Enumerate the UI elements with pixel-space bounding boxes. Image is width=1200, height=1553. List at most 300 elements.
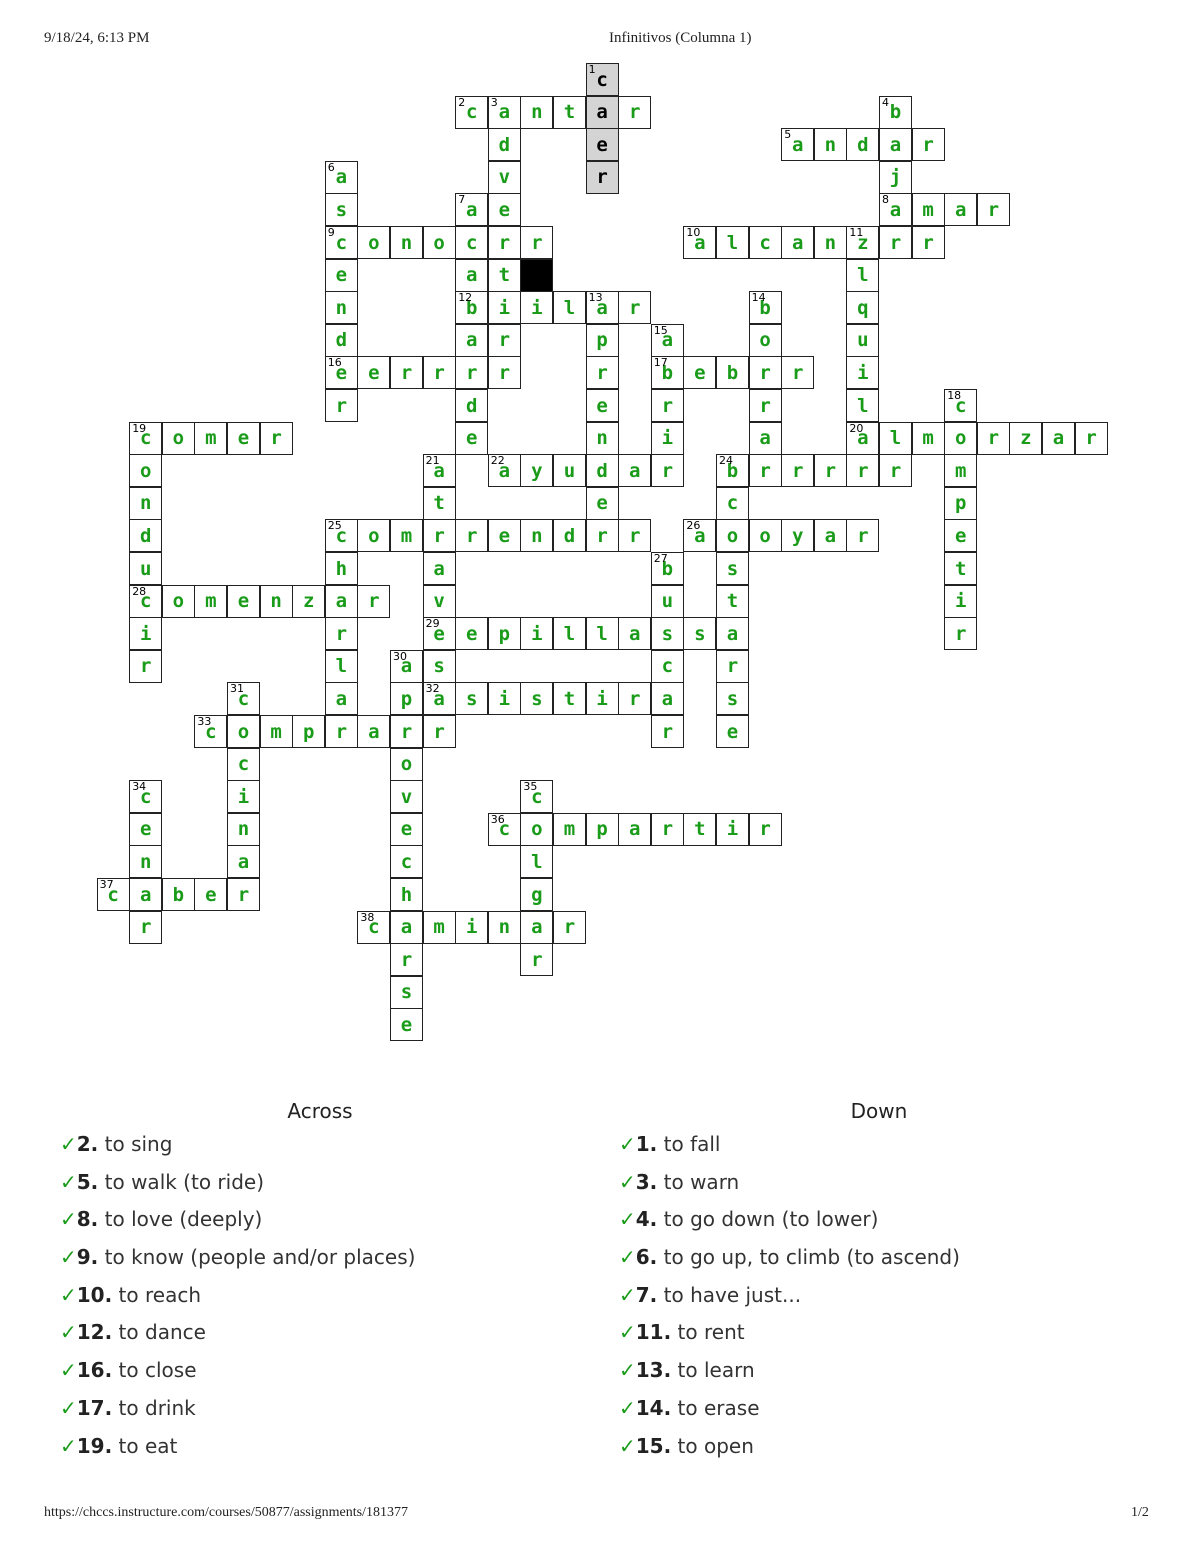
grid-cell[interactable] bbox=[553, 682, 586, 715]
grid-cell[interactable] bbox=[879, 422, 912, 455]
grid-cell[interactable] bbox=[423, 650, 456, 683]
grid-cell[interactable] bbox=[846, 259, 879, 292]
check-icon: ✓ bbox=[619, 1395, 636, 1420]
grid-cell[interactable] bbox=[194, 715, 227, 748]
grid-cell[interactable] bbox=[944, 519, 977, 552]
cell-letter: b bbox=[726, 361, 739, 384]
grid-cell[interactable] bbox=[455, 259, 488, 292]
grid-cell[interactable] bbox=[129, 878, 162, 911]
grid-cell[interactable] bbox=[292, 715, 325, 748]
cell-letter: e bbox=[433, 622, 445, 645]
grid-cell[interactable] bbox=[814, 226, 847, 259]
cell-letter: i bbox=[531, 296, 543, 319]
grid-cell[interactable] bbox=[846, 519, 879, 552]
grid-cell[interactable] bbox=[423, 682, 456, 715]
clue-item[interactable] bbox=[619, 1201, 1139, 1239]
grid-cell[interactable] bbox=[586, 291, 619, 324]
grid-cell[interactable] bbox=[129, 552, 162, 585]
grid-cell[interactable] bbox=[390, 748, 423, 781]
clue-number: 2 bbox=[458, 95, 466, 109]
clue-item[interactable] bbox=[60, 1314, 580, 1352]
grid-cell[interactable] bbox=[716, 487, 749, 520]
grid-cell[interactable] bbox=[455, 356, 488, 389]
cell-letter: i bbox=[857, 361, 869, 384]
clue-item[interactable] bbox=[60, 1164, 580, 1202]
grid-cell[interactable] bbox=[260, 585, 293, 618]
grid-cell[interactable] bbox=[455, 389, 488, 422]
grid-cell[interactable] bbox=[227, 813, 260, 846]
grid-cell[interactable] bbox=[716, 617, 749, 650]
grid-cell[interactable] bbox=[390, 682, 423, 715]
grid-cell[interactable] bbox=[260, 715, 293, 748]
grid-cell[interactable] bbox=[749, 454, 782, 487]
cell-letter: a bbox=[628, 622, 641, 645]
page-number: 1/2 bbox=[1131, 1505, 1149, 1520]
cell-letter: a bbox=[400, 655, 413, 678]
grid-cell[interactable] bbox=[390, 715, 423, 748]
grid-cell[interactable] bbox=[781, 356, 814, 389]
grid-cell[interactable] bbox=[227, 585, 260, 618]
grid-cell[interactable] bbox=[944, 193, 977, 226]
grid-cell[interactable] bbox=[194, 878, 227, 911]
grid-cell[interactable] bbox=[227, 878, 260, 911]
grid-cell[interactable] bbox=[227, 780, 260, 813]
grid-cell[interactable] bbox=[423, 454, 456, 487]
grid-cell[interactable] bbox=[325, 259, 358, 292]
clue-item[interactable] bbox=[619, 1428, 1139, 1466]
grid-cell[interactable] bbox=[390, 943, 423, 976]
grid-cell[interactable] bbox=[651, 454, 684, 487]
clue-item[interactable] bbox=[619, 1352, 1139, 1390]
cell-letter: r bbox=[270, 427, 282, 450]
grid-cell[interactable] bbox=[455, 911, 488, 944]
grid-cell[interactable] bbox=[520, 226, 553, 259]
grid-cell[interactable] bbox=[129, 422, 162, 455]
grid-cell[interactable] bbox=[814, 519, 847, 552]
grid-cell[interactable] bbox=[455, 193, 488, 226]
grid-cell[interactable] bbox=[194, 585, 227, 618]
grid-cell[interactable] bbox=[488, 454, 521, 487]
grid-cell[interactable] bbox=[129, 911, 162, 944]
grid-cell[interactable] bbox=[814, 454, 847, 487]
grid-cell[interactable] bbox=[520, 454, 553, 487]
grid-cell[interactable] bbox=[455, 617, 488, 650]
grid-cell[interactable] bbox=[944, 585, 977, 618]
grid-cell[interactable] bbox=[227, 748, 260, 781]
grid-cell[interactable] bbox=[553, 813, 586, 846]
grid-cell[interactable] bbox=[129, 487, 162, 520]
grid-cell[interactable] bbox=[553, 911, 586, 944]
grid-cell[interactable] bbox=[129, 813, 162, 846]
clue-item[interactable] bbox=[619, 1277, 1139, 1315]
grid-cell[interactable] bbox=[520, 617, 553, 650]
grid-cell[interactable] bbox=[618, 519, 651, 552]
grid-cell[interactable] bbox=[520, 519, 553, 552]
cell-letter: c bbox=[335, 524, 348, 547]
grid-cell[interactable] bbox=[162, 422, 195, 455]
grid-cell[interactable] bbox=[423, 585, 456, 618]
grid-cell[interactable] bbox=[390, 813, 423, 846]
cell-letter: i bbox=[498, 296, 511, 319]
grid-cell[interactable] bbox=[325, 650, 358, 683]
grid-cell[interactable] bbox=[488, 617, 521, 650]
grid-cell[interactable] bbox=[390, 780, 423, 813]
grid-cell[interactable] bbox=[944, 552, 977, 585]
grid-cell[interactable] bbox=[781, 454, 814, 487]
grid-cell[interactable] bbox=[488, 813, 521, 846]
grid-cell[interactable] bbox=[390, 878, 423, 911]
grid-cell[interactable] bbox=[227, 422, 260, 455]
grid-cell[interactable] bbox=[683, 226, 716, 259]
grid-cell[interactable] bbox=[423, 487, 456, 520]
cell-letter: h bbox=[335, 557, 348, 580]
grid-cell[interactable] bbox=[749, 324, 782, 357]
grid-cell[interactable] bbox=[423, 911, 456, 944]
grid-cell[interactable] bbox=[651, 585, 684, 618]
grid-cell[interactable] bbox=[716, 682, 749, 715]
grid-cell[interactable] bbox=[227, 845, 260, 878]
cell-letter: i bbox=[726, 818, 739, 841]
grid-cell[interactable] bbox=[325, 356, 358, 389]
grid-cell[interactable] bbox=[586, 128, 619, 161]
grid-cell[interactable] bbox=[390, 1008, 423, 1041]
grid-cell[interactable] bbox=[651, 813, 684, 846]
grid-cell[interactable] bbox=[325, 552, 358, 585]
grid-cell[interactable] bbox=[488, 356, 521, 389]
grid-cell[interactable] bbox=[325, 715, 358, 748]
grid-cell[interactable] bbox=[553, 454, 586, 487]
cell-letter: i bbox=[661, 427, 674, 450]
grid-cell[interactable] bbox=[390, 356, 423, 389]
grid-cell[interactable] bbox=[162, 878, 195, 911]
check-icon: ✓ bbox=[60, 1358, 77, 1383]
grid-cell[interactable] bbox=[683, 519, 716, 552]
cell-letter: r bbox=[531, 231, 543, 254]
cell-letter: r bbox=[498, 329, 511, 352]
grid-cell[interactable] bbox=[879, 226, 912, 259]
grid-cell[interactable] bbox=[716, 519, 749, 552]
clue-item[interactable] bbox=[60, 1277, 580, 1315]
grid-cell[interactable] bbox=[618, 96, 651, 129]
grid-cell[interactable] bbox=[520, 96, 553, 129]
grid-cell[interactable] bbox=[651, 422, 684, 455]
grid-cell[interactable] bbox=[944, 422, 977, 455]
cell-letter: r bbox=[922, 133, 934, 156]
grid-cell[interactable] bbox=[455, 682, 488, 715]
grid-cell[interactable] bbox=[749, 226, 782, 259]
grid-cell[interactable] bbox=[390, 911, 423, 944]
grid-cell[interactable] bbox=[325, 161, 358, 194]
clue-item[interactable] bbox=[60, 1352, 580, 1390]
grid-cell[interactable] bbox=[586, 324, 619, 357]
grid-cell[interactable] bbox=[586, 617, 619, 650]
grid-cell[interactable] bbox=[586, 487, 619, 520]
grid-cell[interactable] bbox=[879, 161, 912, 194]
grid-cell[interactable] bbox=[325, 193, 358, 226]
grid-cell[interactable] bbox=[879, 193, 912, 226]
grid-cell[interactable] bbox=[488, 324, 521, 357]
grid-cell[interactable] bbox=[716, 813, 749, 846]
grid-cell[interactable] bbox=[683, 813, 716, 846]
grid-cell[interactable] bbox=[846, 324, 879, 357]
clue-item[interactable] bbox=[60, 1428, 580, 1466]
cell-letter: c bbox=[498, 818, 511, 841]
grid-cell[interactable] bbox=[194, 422, 227, 455]
grid-cell[interactable] bbox=[325, 585, 358, 618]
grid-cell[interactable] bbox=[520, 943, 553, 976]
grid-cell[interactable] bbox=[553, 519, 586, 552]
grid-cell[interactable] bbox=[586, 422, 619, 455]
grid-cell[interactable] bbox=[520, 845, 553, 878]
grid-cell[interactable] bbox=[1009, 422, 1042, 455]
grid-cell[interactable] bbox=[586, 96, 619, 129]
grid-cell[interactable] bbox=[520, 291, 553, 324]
grid-cell[interactable] bbox=[586, 63, 619, 96]
grid-cell[interactable] bbox=[749, 813, 782, 846]
grid-cell[interactable] bbox=[423, 519, 456, 552]
grid-cell[interactable] bbox=[162, 585, 195, 618]
grid-cell[interactable] bbox=[390, 226, 423, 259]
grid-cell[interactable] bbox=[520, 911, 553, 944]
cell-letter: r bbox=[498, 231, 511, 254]
grid-cell[interactable] bbox=[879, 454, 912, 487]
grid-cell[interactable] bbox=[455, 96, 488, 129]
grid-cell[interactable] bbox=[455, 422, 488, 455]
grid-cell[interactable] bbox=[357, 911, 390, 944]
grid-cell[interactable] bbox=[227, 715, 260, 748]
cell-letter: d bbox=[465, 394, 478, 417]
cell-letter: p bbox=[498, 622, 511, 645]
grid-cell[interactable] bbox=[325, 617, 358, 650]
grid-cell[interactable] bbox=[292, 585, 325, 618]
grid-cell[interactable] bbox=[618, 682, 651, 715]
grid-cell[interactable] bbox=[618, 813, 651, 846]
grid-cell[interactable] bbox=[716, 552, 749, 585]
grid-cell[interactable] bbox=[488, 96, 521, 129]
cell-letter: s bbox=[531, 687, 543, 710]
grid-cell[interactable] bbox=[749, 422, 782, 455]
clue-number: 16 bbox=[327, 356, 342, 370]
grid-cell[interactable] bbox=[944, 487, 977, 520]
grid-cell[interactable] bbox=[390, 519, 423, 552]
cell-letter: r bbox=[237, 883, 250, 906]
cell-letter: r bbox=[987, 198, 1000, 221]
grid-cell[interactable] bbox=[618, 291, 651, 324]
grid-cell[interactable] bbox=[455, 291, 488, 324]
grid-cell[interactable] bbox=[781, 519, 814, 552]
clue-number-label: 9. bbox=[76, 1245, 99, 1270]
grid-cell[interactable] bbox=[749, 291, 782, 324]
grid-cell[interactable] bbox=[553, 617, 586, 650]
clue-text: to reach bbox=[112, 1282, 202, 1307]
cell-letter: m bbox=[954, 459, 967, 482]
grid-cell[interactable] bbox=[488, 161, 521, 194]
clue-item[interactable] bbox=[60, 1201, 580, 1239]
grid-cell[interactable] bbox=[846, 226, 879, 259]
grid-cell[interactable] bbox=[683, 356, 716, 389]
grid-cell[interactable] bbox=[553, 291, 586, 324]
grid-cell[interactable] bbox=[129, 650, 162, 683]
grid-cell[interactable] bbox=[488, 128, 521, 161]
grid-cell[interactable] bbox=[129, 780, 162, 813]
grid-cell[interactable] bbox=[912, 193, 945, 226]
cell-letter: a bbox=[465, 198, 478, 221]
grid-cell[interactable] bbox=[716, 585, 749, 618]
grid-cell[interactable] bbox=[846, 128, 879, 161]
grid-cell[interactable] bbox=[357, 519, 390, 552]
grid-cell[interactable] bbox=[129, 519, 162, 552]
grid-cell[interactable] bbox=[1042, 422, 1075, 455]
grid-cell[interactable] bbox=[781, 128, 814, 161]
grid-cell[interactable] bbox=[879, 96, 912, 129]
cell-letter: v bbox=[433, 590, 445, 613]
grid-cell[interactable] bbox=[977, 422, 1010, 455]
grid-cell[interactable] bbox=[325, 291, 358, 324]
grid-cell[interactable] bbox=[716, 715, 749, 748]
grid-cell[interactable] bbox=[749, 356, 782, 389]
clue-item[interactable] bbox=[60, 1390, 580, 1428]
grid-cell[interactable] bbox=[586, 389, 619, 422]
cell-letter: a bbox=[335, 590, 348, 613]
grid-cell[interactable] bbox=[325, 226, 358, 259]
grid-cell[interactable] bbox=[325, 682, 358, 715]
grid-cell[interactable] bbox=[944, 617, 977, 650]
clue-item[interactable] bbox=[619, 1239, 1139, 1277]
grid-cell[interactable] bbox=[912, 422, 945, 455]
cell-letter: e bbox=[465, 427, 478, 450]
down-heading: Down bbox=[850, 1099, 908, 1123]
grid-cell[interactable] bbox=[390, 845, 423, 878]
grid-cell[interactable] bbox=[520, 780, 553, 813]
grid-cell[interactable] bbox=[846, 291, 879, 324]
grid-cell[interactable] bbox=[390, 650, 423, 683]
grid-cell[interactable] bbox=[586, 813, 619, 846]
grid-cell[interactable] bbox=[455, 226, 488, 259]
grid-cell[interactable] bbox=[423, 552, 456, 585]
grid-cell[interactable] bbox=[488, 911, 521, 944]
grid-cell[interactable] bbox=[325, 389, 358, 422]
cell-letter: r bbox=[596, 166, 608, 189]
clue-item[interactable] bbox=[60, 1126, 580, 1164]
grid-cell[interactable] bbox=[651, 552, 684, 585]
clue-item[interactable] bbox=[619, 1126, 1139, 1164]
grid-cell[interactable] bbox=[944, 389, 977, 422]
cell-letter: o bbox=[368, 231, 380, 254]
grid-cell[interactable] bbox=[553, 96, 586, 129]
grid-cell[interactable] bbox=[586, 682, 619, 715]
grid-cell[interactable] bbox=[129, 617, 162, 650]
grid-cell[interactable] bbox=[651, 682, 684, 715]
grid-cell[interactable] bbox=[325, 324, 358, 357]
grid-cell[interactable] bbox=[455, 519, 488, 552]
clue-number: 4 bbox=[882, 95, 889, 109]
grid-cell[interactable] bbox=[618, 617, 651, 650]
grid-cell[interactable] bbox=[944, 454, 977, 487]
grid-cell[interactable] bbox=[488, 193, 521, 226]
clue-item[interactable] bbox=[619, 1164, 1139, 1202]
grid-cell[interactable] bbox=[618, 454, 651, 487]
grid-cell[interactable] bbox=[651, 617, 684, 650]
grid-cell[interactable] bbox=[651, 389, 684, 422]
grid-cell[interactable] bbox=[423, 356, 456, 389]
grid-cell[interactable] bbox=[912, 226, 945, 259]
grid-cell[interactable] bbox=[846, 389, 879, 422]
grid-cell[interactable] bbox=[357, 715, 390, 748]
clue-item[interactable] bbox=[619, 1390, 1139, 1428]
grid-cell[interactable] bbox=[488, 259, 521, 292]
grid-cell[interactable] bbox=[586, 356, 619, 389]
clue-number-label: 10. bbox=[76, 1282, 113, 1307]
grid-cell[interactable] bbox=[846, 356, 879, 389]
grid-cell[interactable] bbox=[520, 682, 553, 715]
grid-cell[interactable] bbox=[912, 128, 945, 161]
page-url[interactable]: https://chccs.instructure.com/courses/50877/assignments/181377 bbox=[44, 1505, 408, 1520]
grid-cell[interactable] bbox=[357, 585, 390, 618]
grid-cell[interactable] bbox=[846, 422, 879, 455]
grid-cell[interactable] bbox=[716, 356, 749, 389]
grid-cell[interactable] bbox=[260, 422, 293, 455]
grid-cell[interactable] bbox=[488, 291, 521, 324]
grid-cell[interactable] bbox=[488, 682, 521, 715]
grid-cell[interactable] bbox=[977, 193, 1010, 226]
grid-cell[interactable] bbox=[814, 128, 847, 161]
cell-letter: m bbox=[563, 818, 576, 841]
grid-cell[interactable] bbox=[357, 226, 390, 259]
grid-cell[interactable] bbox=[586, 519, 619, 552]
grid-cell[interactable] bbox=[749, 389, 782, 422]
cell-letter: a bbox=[433, 687, 445, 710]
grid-cell[interactable] bbox=[390, 976, 423, 1009]
grid-cell[interactable] bbox=[586, 161, 619, 194]
grid-cell[interactable] bbox=[97, 878, 130, 911]
grid-cell[interactable] bbox=[129, 845, 162, 878]
grid-cell[interactable] bbox=[651, 715, 684, 748]
grid-cell[interactable] bbox=[846, 454, 879, 487]
grid-cell[interactable] bbox=[651, 650, 684, 683]
grid-cell[interactable] bbox=[716, 226, 749, 259]
grid-cell[interactable] bbox=[129, 454, 162, 487]
clue-number: 25 bbox=[327, 519, 342, 533]
grid-cell[interactable] bbox=[781, 226, 814, 259]
grid-cell[interactable] bbox=[520, 813, 553, 846]
grid-cell[interactable] bbox=[651, 356, 684, 389]
grid-cell[interactable] bbox=[488, 226, 521, 259]
grid-cell[interactable] bbox=[716, 650, 749, 683]
grid-cell[interactable] bbox=[423, 715, 456, 748]
grid-cell[interactable] bbox=[325, 519, 358, 552]
grid-cell[interactable] bbox=[683, 617, 716, 650]
grid-cell[interactable] bbox=[227, 682, 260, 715]
cell-letter: r bbox=[726, 655, 739, 678]
clue-item[interactable] bbox=[619, 1314, 1139, 1352]
grid-cell[interactable] bbox=[651, 324, 684, 357]
grid-cell[interactable] bbox=[423, 226, 456, 259]
grid-cell[interactable] bbox=[1075, 422, 1108, 455]
grid-cell[interactable] bbox=[749, 519, 782, 552]
grid-cell[interactable] bbox=[488, 519, 521, 552]
grid-cell[interactable] bbox=[879, 128, 912, 161]
grid-cell[interactable] bbox=[520, 878, 553, 911]
grid-cell[interactable] bbox=[357, 356, 390, 389]
grid-cell[interactable] bbox=[586, 454, 619, 487]
cell-letter: e bbox=[237, 427, 250, 450]
grid-cell[interactable] bbox=[716, 454, 749, 487]
grid-cell[interactable] bbox=[423, 617, 456, 650]
grid-cell[interactable] bbox=[455, 324, 488, 357]
cell-letter: b bbox=[465, 296, 478, 319]
clue-item[interactable] bbox=[60, 1239, 580, 1277]
grid-cell[interactable] bbox=[129, 585, 162, 618]
